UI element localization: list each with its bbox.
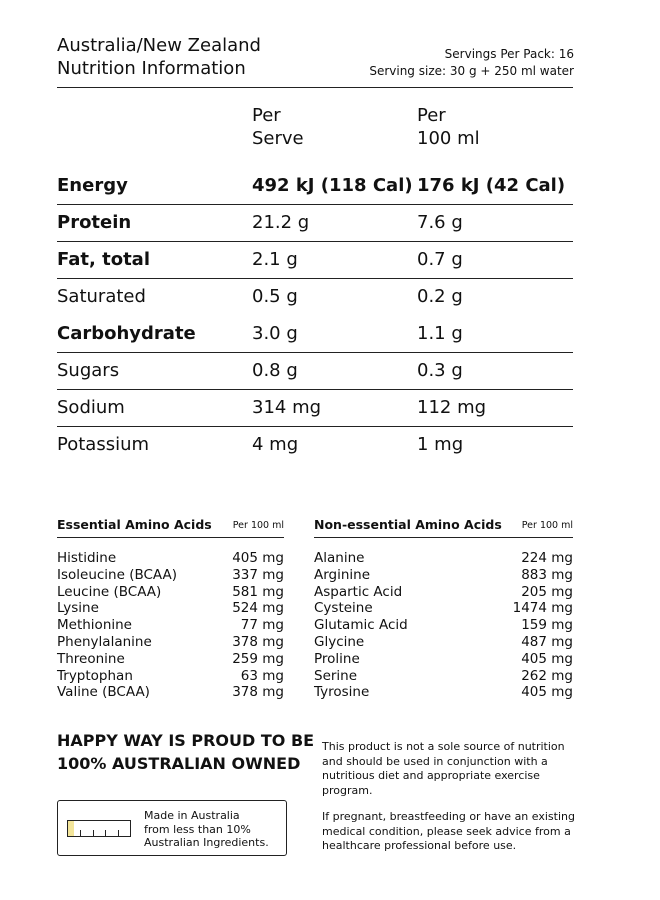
disclaimer: [322, 740, 582, 866]
amino-name: Alanine: [314, 550, 365, 566]
panel-title: [57, 34, 261, 80]
amino-value: 378 mg: [232, 684, 284, 701]
amino-name: Tyrosine: [314, 684, 370, 701]
nutrient-row-protein: [57, 204, 573, 242]
list-item: [57, 550, 284, 567]
nonessential-amino-per: Per 100 ml: [521, 520, 573, 531]
origin-line-2: from less than 10%: [144, 822, 251, 836]
nutrient-label: Fat, total: [57, 249, 150, 270]
nutrient-per-serve: 2.1 g: [252, 249, 298, 270]
column-header-per-serve: [252, 104, 304, 150]
amino-value: 378 mg: [232, 633, 284, 650]
list-item: [57, 584, 284, 601]
nutrient-row-sugars: [57, 352, 573, 390]
essential-amino-header: [57, 517, 284, 538]
amino-value: 205 mg: [521, 583, 573, 600]
essential-amino-per: Per 100 ml: [232, 520, 284, 531]
list-item: [314, 668, 573, 685]
australian-owned-statement: [57, 729, 314, 775]
amino-value: 1474 mg: [512, 600, 573, 617]
amino-name: Histidine: [57, 550, 117, 566]
amino-name: Tryptophan: [57, 667, 133, 684]
nutrient-per-serve: 0.5 g: [252, 286, 298, 307]
australian-ingredients-fill: [68, 821, 74, 836]
amino-name: Leucine (BCAA): [57, 583, 162, 600]
nutrient-row-saturated: [57, 278, 573, 315]
col-per-serve-line1: Per: [252, 105, 281, 126]
amino-name: Phenylalanine: [57, 633, 152, 650]
servings-per-pack: Servings Per Pack: 16: [444, 47, 574, 61]
column-header-per-100ml: [417, 104, 480, 150]
nutrient-label: Energy: [57, 175, 128, 196]
essential-amino-list: [57, 550, 284, 701]
amino-name: Methionine: [57, 617, 132, 634]
amino-name: Valine (BCAA): [57, 684, 150, 701]
amino-name: Glutamic Acid: [314, 617, 408, 634]
bar-tick: [105, 830, 106, 836]
nutrient-per-serve: 0.8 g: [252, 360, 298, 381]
amino-name: Arginine: [314, 566, 371, 583]
nutrient-row-energy: [57, 167, 573, 205]
origin-text: [144, 809, 269, 850]
nutrient-label: Carbohydrate: [57, 323, 196, 344]
amino-value: 63 mg: [240, 667, 284, 684]
nonessential-amino-list: [314, 550, 573, 701]
header-divider: [57, 87, 573, 88]
amino-value: 487 mg: [521, 633, 573, 650]
nonessential-amino-heading: Non-essential Amino Acids: [314, 517, 502, 532]
nutrient-per-100: 0.3 g: [417, 360, 463, 381]
nutrient-label: Saturated: [57, 286, 146, 307]
disclaimer-medical: If pregnant, breastfeeding or have an existing medical condition, please seek advice from a healthcare professional before use.: [322, 810, 575, 852]
amino-name: Lysine: [57, 600, 99, 617]
australian-ingredients-bar: [67, 820, 131, 837]
col-per-100-line2: 100 ml: [417, 128, 480, 149]
title-line-2: Nutrition Information: [57, 58, 246, 79]
proud-line-1: HAPPY WAY IS PROUD TO BE: [57, 731, 315, 750]
amino-name: Cysteine: [314, 600, 373, 617]
nutrient-per-100: 0.2 g: [417, 286, 463, 307]
amino-value: 405 mg: [521, 650, 573, 667]
list-item: [314, 550, 573, 567]
nutrient-row-sodium: [57, 389, 573, 427]
nutrient-per-100: 1 mg: [417, 434, 464, 455]
amino-name: Isoleucine (BCAA): [57, 566, 178, 583]
amino-name: Proline: [314, 650, 360, 667]
amino-name: Serine: [314, 667, 358, 684]
amino-value: 159 mg: [521, 617, 573, 634]
nutrient-row-carbohydrate: [57, 315, 573, 353]
amino-name: Aspartic Acid: [314, 583, 403, 600]
list-item: [314, 567, 573, 584]
nutrient-per-serve: 314 mg: [252, 397, 322, 418]
nutrient-per-serve: 4 mg: [252, 434, 299, 455]
list-item: [314, 651, 573, 668]
list-item: [57, 668, 284, 685]
list-item: [57, 651, 284, 668]
serving-size: Serving size: 30 g + 250 ml water: [369, 64, 574, 78]
origin-line-3: Australian Ingredients.: [144, 836, 269, 849]
list-item: [314, 684, 573, 701]
title-line-1: Australia/New Zealand: [57, 35, 261, 56]
list-item: [314, 584, 573, 601]
nutrient-per-100: 0.7 g: [417, 249, 463, 270]
list-item: [57, 617, 284, 634]
amino-value: 337 mg: [232, 566, 284, 583]
nonessential-amino-header: [314, 517, 573, 538]
amino-value: 262 mg: [521, 667, 573, 684]
nutrient-row-potassium: [57, 426, 573, 463]
amino-name: Threonine: [57, 650, 125, 667]
list-item: [57, 634, 284, 651]
amino-value: 524 mg: [232, 600, 284, 617]
list-item: [314, 634, 573, 651]
list-item: [314, 600, 573, 617]
list-item: [57, 567, 284, 584]
bar-tick: [93, 830, 94, 836]
serving-info: [369, 46, 574, 80]
nutrient-per-100: 7.6 g: [417, 212, 463, 233]
nutrient-per-serve: 3.0 g: [252, 323, 298, 344]
amino-value: 883 mg: [521, 566, 573, 583]
amino-value: 405 mg: [232, 550, 284, 566]
nutrient-per-100: 1.1 g: [417, 323, 463, 344]
col-per-serve-line2: Serve: [252, 128, 304, 149]
list-item: [314, 617, 573, 634]
bar-tick: [80, 830, 81, 836]
nutrient-row-fat: [57, 241, 573, 279]
nutrient-label: Protein: [57, 212, 132, 233]
col-per-100-line1: Per: [417, 105, 446, 126]
nutrient-label: Sugars: [57, 360, 120, 381]
nutrient-label: Potassium: [57, 434, 150, 455]
amino-value: 405 mg: [521, 684, 573, 701]
list-item: [57, 684, 284, 701]
essential-amino-heading: Essential Amino Acids: [57, 517, 212, 532]
nutrient-label: Sodium: [57, 397, 125, 418]
amino-value: 581 mg: [232, 583, 284, 600]
list-item: [57, 600, 284, 617]
amino-value: 224 mg: [521, 550, 573, 566]
bar-tick: [118, 830, 119, 836]
amino-value: 77 mg: [240, 617, 284, 634]
nutrient-per-serve: 492 kJ (118 Cal): [252, 175, 413, 196]
nutrient-per-100: 176 kJ (42 Cal): [417, 175, 566, 196]
amino-name: Glycine: [314, 633, 365, 650]
proud-line-2: 100% AUSTRALIAN OWNED: [57, 754, 301, 773]
nutrient-per-serve: 21.2 g: [252, 212, 310, 233]
disclaimer-nutrition: This product is not a sole source of nutrition and should be used in conjunction with a nutritious diet and appropriate exercise program.: [322, 740, 565, 797]
country-of-origin-label: [57, 800, 287, 856]
origin-line-1: Made in Australia: [144, 809, 240, 822]
nutrient-per-100: 112 mg: [417, 397, 487, 418]
amino-value: 259 mg: [232, 650, 284, 667]
